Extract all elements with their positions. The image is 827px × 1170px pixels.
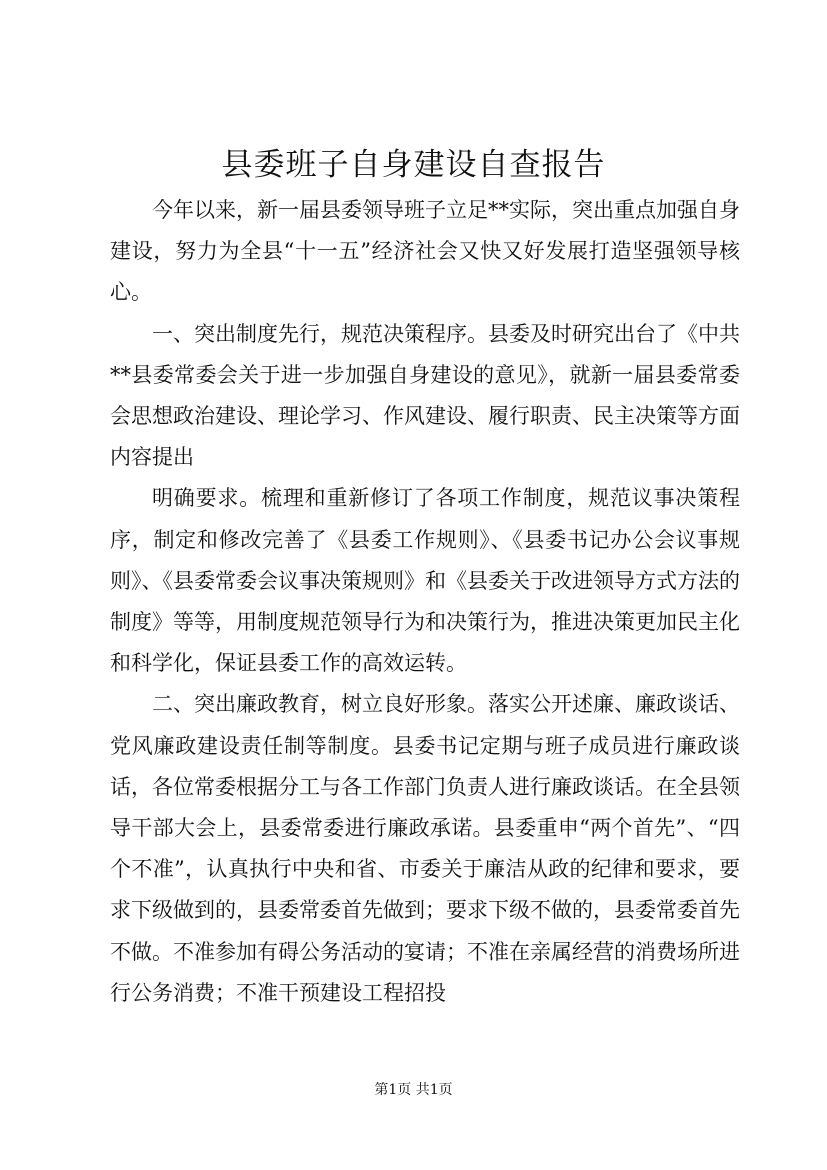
document-body bbox=[110, 190, 740, 1014]
document-title: 县委班子自身建设自查报告 bbox=[221, 147, 606, 183]
paragraph: 二、突出廉政教育，树立良好形象。落实公开述廉、廉政谈话、党风廉政建设责任制等制度。县委书记定期与班子成员进行廉政谈话，各位常委根据分工与各工作部门负责人进行廉政谈话。在全县领导干部大会上，县委常委进行廉政承诺。县委重申“两个首先”、“四个不准”，认真执行中央和省、市委关于廉洁从政的纪律和要求，要求下级做到的，县委常委首先做到；要求下级不做的，县委常委首先不做。不准参加有碍公务活动的宴请；不准在亲属经营的消费场所进行公务消费；不准干预建设工程招投 bbox=[110, 692, 740, 1005]
paragraph: 一、突出制度先行，规范决策程序。县委及时研究出台了《中共**县委常委会关于进一步加强自身建设的意见》，就新一届县委常委会思想政治建设、理论学习、作风建设、履行职责、民主决策等方面内容提出 bbox=[110, 321, 740, 470]
paragraph: 今年以来，新一届县委领导班子立足**实际，突出重点加强自身建设，努力为全县“十一五”经济社会又快又好发展打造坚强领导核心。 bbox=[110, 198, 740, 305]
paragraph: 明确要求。梳理和重新修订了各项工作制度，规范议事决策程序，制定和修改完善了《县委工作规则》、《县委书记办公会议事规则》、《县委常委会议事决策规则》和《县委关于改进领导方式方法的制度》等等，用制度规范领导行为和决策行为，推进决策更加民主化和科学化，保证县委工作的高效运转。 bbox=[110, 486, 740, 676]
page-footer: 第1页 共1页 bbox=[374, 1082, 453, 1098]
